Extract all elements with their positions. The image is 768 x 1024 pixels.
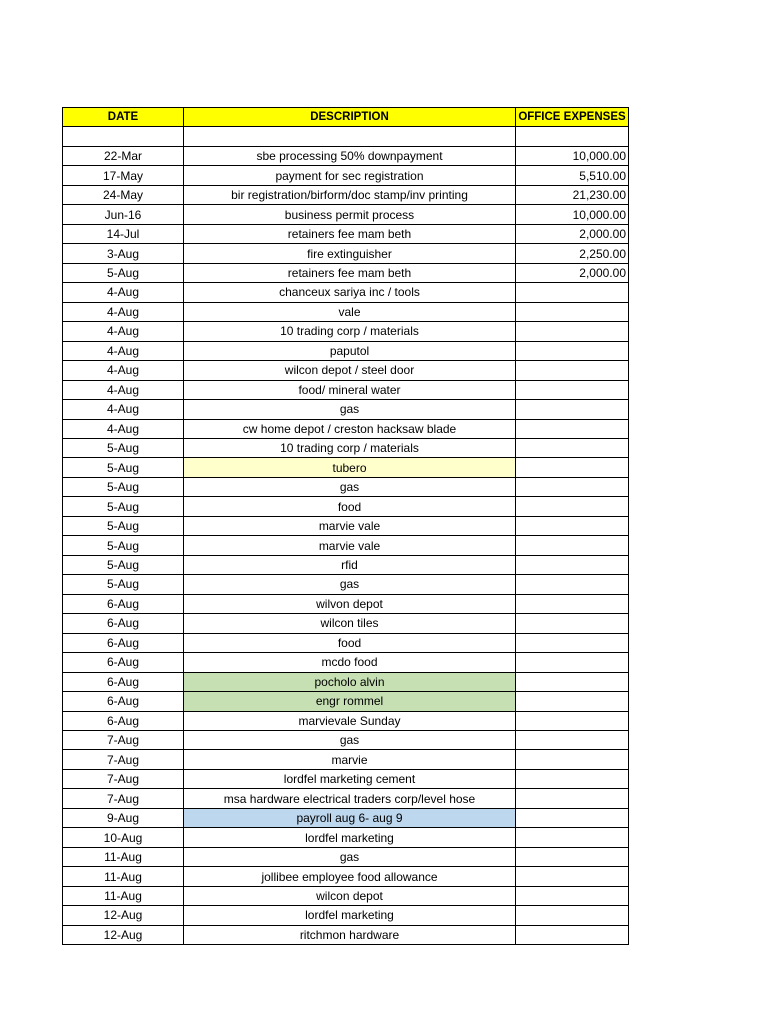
amount-cell[interactable] — [516, 380, 629, 399]
table-row — [63, 322, 629, 341]
description-cell[interactable] — [184, 127, 516, 146]
description-cell[interactable]: vale — [184, 302, 516, 321]
table-row — [63, 731, 629, 750]
date-cell[interactable]: 5-Aug — [63, 575, 184, 594]
amount-cell[interactable] — [516, 458, 629, 477]
date-cell[interactable]: 4-Aug — [63, 302, 184, 321]
description-cell[interactable]: msa hardware electrical traders corp/level hose — [184, 789, 516, 808]
table-row — [63, 711, 629, 730]
description-cell[interactable]: cw home depot / creston hacksaw blade — [184, 419, 516, 438]
amount-cell[interactable] — [516, 477, 629, 496]
amount-cell[interactable]: 2,000.00 — [516, 224, 629, 243]
date-cell[interactable]: 6-Aug — [63, 692, 184, 711]
amount-cell[interactable] — [516, 536, 629, 555]
date-cell[interactable]: 11-Aug — [63, 847, 184, 866]
table-row — [63, 886, 629, 905]
table-row — [63, 789, 629, 808]
table-row — [63, 536, 629, 555]
description-cell[interactable]: 10 trading corp / materials — [184, 438, 516, 457]
amount-cell[interactable] — [516, 438, 629, 457]
amount-cell[interactable] — [516, 731, 629, 750]
date-cell[interactable]: 5-Aug — [63, 477, 184, 496]
description-cell[interactable]: marvievale Sunday — [184, 711, 516, 730]
amount-cell[interactable] — [516, 789, 629, 808]
date-cell[interactable]: 12-Aug — [63, 906, 184, 925]
expense-sheet — [62, 107, 629, 945]
date-cell[interactable]: 6-Aug — [63, 653, 184, 672]
description-cell[interactable]: tubero — [184, 458, 516, 477]
table-row — [63, 575, 629, 594]
date-cell[interactable]: 5-Aug — [63, 438, 184, 457]
table-row — [63, 594, 629, 613]
amount-cell[interactable] — [516, 516, 629, 535]
table-row — [63, 925, 629, 944]
date-cell[interactable]: 6-Aug — [63, 672, 184, 691]
description-cell[interactable]: engr rommel — [184, 692, 516, 711]
date-cell[interactable]: 4-Aug — [63, 283, 184, 302]
date-cell[interactable]: 24-May — [63, 185, 184, 204]
date-cell[interactable] — [63, 127, 184, 146]
date-cell[interactable]: 10-Aug — [63, 828, 184, 847]
table-row — [63, 438, 629, 457]
table-row — [63, 400, 629, 419]
amount-cell[interactable] — [516, 711, 629, 730]
description-cell[interactable]: pocholo alvin — [184, 672, 516, 691]
date-cell[interactable]: 11-Aug — [63, 886, 184, 905]
table-row — [63, 341, 629, 360]
date-cell[interactable]: 5-Aug — [63, 497, 184, 516]
date-cell[interactable]: 5-Aug — [63, 555, 184, 574]
table-row — [63, 867, 629, 886]
description-cell[interactable]: food — [184, 497, 516, 516]
description-cell[interactable]: wilcon tiles — [184, 614, 516, 633]
description-cell[interactable]: ritchmon hardware — [184, 925, 516, 944]
description-cell[interactable]: marvie vale — [184, 516, 516, 535]
amount-cell[interactable] — [516, 614, 629, 633]
description-cell[interactable]: food — [184, 633, 516, 652]
expense-table-body — [63, 108, 629, 945]
amount-cell[interactable]: 10,000.00 — [516, 146, 629, 165]
amount-cell[interactable] — [516, 653, 629, 672]
table-row — [63, 224, 629, 243]
header-row — [63, 108, 629, 127]
description-cell[interactable]: gas — [184, 477, 516, 496]
amount-cell[interactable] — [516, 847, 629, 866]
amount-cell[interactable] — [516, 322, 629, 341]
description-cell[interactable]: mcdo food — [184, 653, 516, 672]
table-row — [63, 458, 629, 477]
table-row — [63, 497, 629, 516]
date-cell[interactable]: Jun-16 — [63, 205, 184, 224]
table-row — [63, 477, 629, 496]
description-cell[interactable]: marvie — [184, 750, 516, 769]
amount-cell[interactable] — [516, 692, 629, 711]
table-row — [63, 146, 629, 165]
table-row — [63, 127, 629, 146]
description-cell[interactable]: retainers fee mam beth — [184, 224, 516, 243]
description-cell[interactable]: food/ mineral water — [184, 380, 516, 399]
date-cell[interactable]: 7-Aug — [63, 750, 184, 769]
description-cell[interactable]: rfid — [184, 555, 516, 574]
date-cell[interactable]: 3-Aug — [63, 244, 184, 263]
table-row — [63, 750, 629, 769]
table-row — [63, 263, 629, 282]
amount-cell[interactable] — [516, 419, 629, 438]
amount-cell[interactable] — [516, 925, 629, 944]
amount-cell[interactable] — [516, 886, 629, 905]
header-description[interactable]: DESCRIPTION — [184, 108, 516, 127]
date-cell[interactable]: 5-Aug — [63, 263, 184, 282]
amount-cell[interactable] — [516, 341, 629, 360]
amount-cell[interactable] — [516, 302, 629, 321]
date-cell[interactable]: 4-Aug — [63, 341, 184, 360]
amount-cell[interactable] — [516, 867, 629, 886]
table-row — [63, 555, 629, 574]
amount-cell[interactable]: 2,000.00 — [516, 263, 629, 282]
amount-cell[interactable] — [516, 497, 629, 516]
date-cell[interactable]: 7-Aug — [63, 769, 184, 788]
date-cell[interactable]: 14-Jul — [63, 224, 184, 243]
amount-cell[interactable]: 21,230.00 — [516, 185, 629, 204]
description-cell[interactable]: payroll aug 6- aug 9 — [184, 808, 516, 827]
table-row — [63, 672, 629, 691]
amount-cell[interactable] — [516, 750, 629, 769]
amount-cell[interactable]: 10,000.00 — [516, 205, 629, 224]
date-cell[interactable]: 17-May — [63, 166, 184, 185]
description-cell[interactable]: wilcon depot — [184, 886, 516, 905]
description-cell[interactable]: 10 trading corp / materials — [184, 322, 516, 341]
table-row — [63, 361, 629, 380]
description-cell[interactable]: lordfel marketing cement — [184, 769, 516, 788]
amount-cell[interactable] — [516, 769, 629, 788]
date-cell[interactable]: 6-Aug — [63, 614, 184, 633]
amount-cell[interactable]: 5,510.00 — [516, 166, 629, 185]
header-office-expenses[interactable]: OFFICE EXPENSES — [516, 108, 629, 127]
table-row — [63, 847, 629, 866]
table-row — [63, 419, 629, 438]
amount-cell[interactable] — [516, 828, 629, 847]
date-cell[interactable]: 7-Aug — [63, 789, 184, 808]
date-cell[interactable]: 5-Aug — [63, 516, 184, 535]
table-row — [63, 302, 629, 321]
table-row — [63, 380, 629, 399]
description-cell[interactable]: chanceux sariya inc / tools — [184, 283, 516, 302]
description-cell[interactable]: jollibee employee food allowance — [184, 867, 516, 886]
date-cell[interactable]: 4-Aug — [63, 361, 184, 380]
table-row — [63, 166, 629, 185]
date-cell[interactable]: 4-Aug — [63, 380, 184, 399]
description-cell[interactable]: gas — [184, 847, 516, 866]
description-cell[interactable]: sbe processing 50% downpayment — [184, 146, 516, 165]
amount-cell[interactable] — [516, 555, 629, 574]
date-cell[interactable]: 6-Aug — [63, 594, 184, 613]
date-cell[interactable]: 4-Aug — [63, 419, 184, 438]
table-row — [63, 614, 629, 633]
table-row — [63, 244, 629, 263]
description-cell[interactable]: lordfel marketing — [184, 828, 516, 847]
table-row — [63, 185, 629, 204]
description-cell[interactable]: business permit process — [184, 205, 516, 224]
amount-cell[interactable]: 2,250.00 — [516, 244, 629, 263]
date-cell[interactable]: 6-Aug — [63, 633, 184, 652]
amount-cell[interactable] — [516, 400, 629, 419]
description-cell[interactable]: lordfel marketing — [184, 906, 516, 925]
table-row — [63, 633, 629, 652]
amount-cell[interactable] — [516, 672, 629, 691]
date-cell[interactable]: 12-Aug — [63, 925, 184, 944]
date-cell[interactable]: 11-Aug — [63, 867, 184, 886]
table-row — [63, 769, 629, 788]
amount-cell[interactable] — [516, 127, 629, 146]
date-cell[interactable]: 7-Aug — [63, 731, 184, 750]
amount-cell[interactable] — [516, 808, 629, 827]
description-cell[interactable]: payment for sec registration — [184, 166, 516, 185]
description-cell[interactable]: bir registration/birform/doc stamp/inv printing — [184, 185, 516, 204]
description-cell[interactable]: gas — [184, 400, 516, 419]
expense-table — [62, 107, 629, 945]
amount-cell[interactable] — [516, 575, 629, 594]
date-cell[interactable]: 4-Aug — [63, 400, 184, 419]
date-cell[interactable]: 9-Aug — [63, 808, 184, 827]
date-cell[interactable]: 4-Aug — [63, 322, 184, 341]
table-row — [63, 828, 629, 847]
description-cell[interactable]: paputol — [184, 341, 516, 360]
table-row — [63, 653, 629, 672]
date-cell[interactable]: 6-Aug — [63, 711, 184, 730]
description-cell[interactable]: retainers fee mam beth — [184, 263, 516, 282]
table-row — [63, 906, 629, 925]
description-cell[interactable]: marvie vale — [184, 536, 516, 555]
amount-cell[interactable] — [516, 361, 629, 380]
table-row — [63, 283, 629, 302]
description-cell[interactable]: wilcon depot / steel door — [184, 361, 516, 380]
table-row — [63, 516, 629, 535]
description-cell[interactable]: wilvon depot — [184, 594, 516, 613]
description-cell[interactable]: fire extinguisher — [184, 244, 516, 263]
amount-cell[interactable] — [516, 906, 629, 925]
table-row — [63, 808, 629, 827]
amount-cell[interactable] — [516, 594, 629, 613]
table-row — [63, 692, 629, 711]
table-row — [63, 205, 629, 224]
header-date[interactable]: DATE — [63, 108, 184, 127]
description-cell[interactable]: gas — [184, 575, 516, 594]
amount-cell[interactable] — [516, 633, 629, 652]
description-cell[interactable]: gas — [184, 731, 516, 750]
date-cell[interactable]: 5-Aug — [63, 458, 184, 477]
date-cell[interactable]: 5-Aug — [63, 536, 184, 555]
date-cell[interactable]: 22-Mar — [63, 146, 184, 165]
amount-cell[interactable] — [516, 283, 629, 302]
